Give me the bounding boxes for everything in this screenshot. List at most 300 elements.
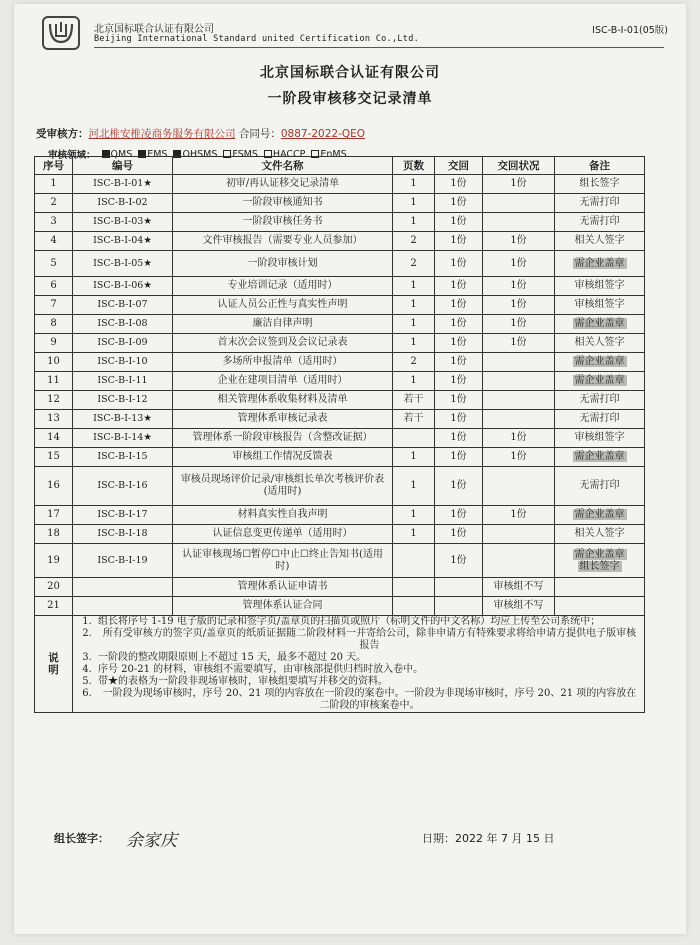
row-number-text: 9 (50, 337, 57, 348)
sign-date: 日期：2022 年 7 月 15 日 (422, 832, 555, 845)
row-file-name (173, 448, 393, 467)
note-text: 组长将序号 1-19 电子版的记录和签字页/盖章页的扫描页或照片（标明文件的中文名称）均应上传至公司系统中； (98, 616, 601, 627)
row-remark-text: 需企业盖章 (574, 318, 625, 329)
row-returned-text: 1份 (450, 413, 467, 424)
row-code (73, 277, 173, 296)
row-return-status (483, 525, 555, 544)
row-code-text: ISC-B-I-11 (97, 375, 148, 386)
row-code (73, 467, 173, 506)
table-row (35, 334, 645, 353)
row-code (73, 429, 173, 448)
letterhead (42, 14, 672, 54)
row-file-name (173, 467, 393, 506)
row-code (73, 410, 173, 429)
row-number-text: 18 (47, 528, 60, 539)
row-pages (393, 277, 435, 296)
row-code-text: ISC-B-I-04★ (93, 235, 152, 246)
row-remark-text: 组长签字 (579, 178, 620, 189)
row-code (73, 194, 173, 213)
row-returned (435, 429, 483, 448)
row-remark-text: 需企业盖章 (574, 548, 625, 560)
row-file-name (173, 525, 393, 544)
row-number (35, 410, 73, 429)
row-returned-text: 1份 (450, 554, 467, 566)
row-returned (435, 296, 483, 315)
row-file-name (173, 194, 393, 213)
row-pages (393, 213, 435, 232)
row-number (35, 194, 73, 213)
col-header: 编号 (73, 157, 173, 175)
row-remark (555, 296, 645, 315)
row-returned-text: 1份 (450, 356, 467, 367)
row-pages-text: 1 (410, 178, 417, 189)
row-remark (555, 175, 645, 194)
row-file-name-text: 管理体系一阶段审核报告（含整改证据） (192, 432, 373, 443)
row-number (35, 372, 73, 391)
row-returned (435, 194, 483, 213)
row-returned (435, 232, 483, 251)
row-return-status-text: 1份 (510, 299, 527, 310)
row-returned-text: 1份 (450, 509, 467, 520)
table-row (35, 410, 645, 429)
row-returned-text: 1份 (450, 235, 467, 246)
table-row (35, 175, 645, 194)
row-returned-text: 1份 (450, 480, 467, 491)
leader-signature: 余家庆 (126, 831, 177, 851)
row-code (73, 578, 173, 597)
row-file-name (173, 410, 393, 429)
row-remark (555, 467, 645, 506)
row-number (35, 506, 73, 525)
row-file-name (173, 372, 393, 391)
table-row (35, 544, 645, 578)
row-remark-text: 需企业盖章 (574, 451, 625, 462)
table-row (35, 213, 645, 232)
row-remark-text: 需企业盖章 (574, 257, 625, 269)
row-returned-text: 1份 (450, 451, 467, 462)
row-number-text: 13 (47, 413, 60, 424)
row-file-name-text: 一阶段审核任务书 (242, 216, 323, 227)
contract-label: 合同号： (238, 128, 281, 140)
row-pages-text: 1 (410, 337, 417, 348)
note-item (76, 664, 641, 676)
row-return-status-text: 1份 (510, 318, 527, 329)
row-number-text: 19 (47, 554, 60, 566)
row-pages (393, 448, 435, 467)
table-row (35, 232, 645, 251)
row-return-status (483, 391, 555, 410)
client-name: 河北椎安椎凌商务服务有限公司 (88, 128, 236, 140)
row-return-status-text: 审核组不写 (493, 600, 544, 611)
row-remark-text: 审核组签字 (574, 432, 625, 443)
row-remark (555, 506, 645, 525)
row-returned-text: 1份 (450, 318, 467, 329)
row-returned (435, 410, 483, 429)
row-pages-text: 1 (410, 318, 417, 329)
row-code-text: ISC-B-I-08 (97, 318, 148, 329)
row-pages (393, 410, 435, 429)
row-returned-text: 1份 (450, 178, 467, 189)
row-return-status (483, 506, 555, 525)
row-code-text: ISC-B-I-07 (97, 299, 148, 310)
row-returned-text: 1份 (450, 197, 467, 208)
row-pages-text: 1 (410, 451, 417, 462)
row-file-name-text: 认证审核现场☐暂停☐中止☐终止告知书(适用时) (182, 548, 383, 572)
row-returned (435, 277, 483, 296)
table-row (35, 429, 645, 448)
row-remark (555, 213, 645, 232)
row-pages-text: 2 (410, 257, 417, 269)
letterhead-company-en: Beijing International Standard united Certification Co.,Ltd. (94, 34, 420, 44)
row-returned-text: 1份 (450, 337, 467, 348)
row-remark (555, 578, 645, 597)
row-code (73, 315, 173, 334)
row-remark (555, 315, 645, 334)
row-number-text: 16 (47, 480, 60, 491)
row-file-name (173, 353, 393, 372)
row-number (35, 448, 73, 467)
domain-option-label: EMS (147, 148, 168, 160)
row-file-name-text: 一阶段审核通知书 (242, 197, 323, 208)
row-return-status (483, 353, 555, 372)
row-returned-text: 1份 (450, 257, 467, 269)
row-number (35, 525, 73, 544)
note-text: 一阶段的整改期限原则上不超过 15 天，最多不超过 20 天。 (98, 652, 367, 663)
row-number (35, 334, 73, 353)
row-pages (393, 391, 435, 410)
row-return-status (483, 277, 555, 296)
row-remark-text: 需企业盖章 (574, 509, 625, 520)
note-text: 序号 20-21 的材料，审核组不需要填写，由审核部提供归档时放入卷中。 (98, 664, 424, 675)
row-return-status-text: 1份 (510, 451, 527, 462)
row-returned (435, 506, 483, 525)
row-number-text: 12 (47, 394, 60, 405)
row-remark-text: 需企业盖章 (574, 375, 625, 386)
row-remark-text: 审核组签字 (574, 299, 625, 310)
row-file-name (173, 578, 393, 597)
title-form: 一阶段审核移交记录清单 (267, 91, 433, 107)
row-pages-text: 1 (410, 375, 417, 386)
row-pages (393, 194, 435, 213)
row-remark-text: 无需打印 (579, 413, 620, 424)
table-row (35, 277, 645, 296)
row-number-text: 2 (50, 197, 57, 208)
row-remark-text: 无需打印 (579, 197, 620, 208)
row-file-name-text: 多场所申报清单（适用时） (222, 356, 343, 367)
row-returned (435, 391, 483, 410)
row-file-name-text: 材料真实性自我声明 (237, 509, 328, 520)
row-file-name (173, 544, 393, 578)
row-number-text: 8 (50, 318, 57, 329)
row-number-text: 10 (47, 356, 60, 367)
row-returned-text: 1份 (450, 299, 467, 310)
row-code (73, 391, 173, 410)
row-remark (555, 372, 645, 391)
row-returned-text: 1份 (450, 216, 467, 227)
row-remark (555, 277, 645, 296)
domain-option-label: OHSMS (182, 148, 218, 160)
row-pages-text: 1 (410, 197, 417, 208)
table-row (35, 315, 645, 334)
letterhead-company-cn: 北京国标联合认证有限公司 (94, 24, 214, 35)
table-row (35, 372, 645, 391)
row-pages-text: 1 (410, 480, 417, 491)
row-file-name (173, 315, 393, 334)
col-header: 备注 (555, 157, 645, 175)
row-code-text: ISC-B-I-03★ (93, 216, 152, 227)
table-row (35, 578, 645, 597)
table-row (35, 296, 645, 315)
row-number (35, 429, 73, 448)
note-item (76, 688, 641, 712)
domain-option-label: FSMS (232, 148, 258, 160)
row-remark (555, 544, 645, 578)
row-remark (555, 448, 645, 467)
table-row (35, 353, 645, 372)
row-return-status (483, 232, 555, 251)
row-returned (435, 175, 483, 194)
company-logo (42, 16, 80, 50)
row-file-name-text: 相关管理体系收集材料及清单 (217, 394, 348, 405)
row-remark (555, 525, 645, 544)
row-remark (555, 334, 645, 353)
logo-mark-icon (46, 20, 76, 46)
row-return-status (483, 467, 555, 506)
row-returned-text: 1份 (450, 280, 467, 291)
row-number-text: 21 (47, 600, 60, 611)
table-header-row (35, 157, 645, 175)
row-file-name-text: 管理体系审核记录表 (237, 413, 328, 424)
notes-label-text: 说 明 (48, 652, 59, 676)
row-number (35, 597, 73, 616)
contract-number: 0887-2022-QEO (280, 128, 366, 140)
row-return-status (483, 213, 555, 232)
row-pages-text: 若干 (403, 413, 424, 424)
row-pages-text: 2 (410, 235, 417, 246)
table-row (35, 194, 645, 213)
row-code-text: ISC-B-I-14★ (93, 432, 152, 443)
document-code: ISC-B-I-01(05版) (592, 25, 668, 36)
handover-table (34, 156, 645, 713)
row-code-text: ISC-B-I-19 (97, 554, 148, 566)
row-returned (435, 213, 483, 232)
row-file-name (173, 391, 393, 410)
note-item (76, 652, 641, 664)
row-remark (555, 251, 645, 277)
leader-signature-label: 组长签字： (54, 832, 109, 845)
row-code (73, 525, 173, 544)
note-text: 带★的表格为一阶段非现场审核时，审核组要填写并移交的资料。 (98, 676, 388, 687)
row-file-name-text: 企业在建项目清单（适用时） (217, 375, 348, 386)
row-returned (435, 448, 483, 467)
row-code (73, 251, 173, 277)
row-return-status-text: 1份 (510, 235, 527, 246)
row-code (73, 597, 173, 616)
row-returned (435, 315, 483, 334)
note-number: 6. (82, 688, 92, 699)
row-remark-text: 审核组签字 (574, 280, 625, 291)
row-file-name-text: 审核组工作情况反馈表 (232, 451, 333, 462)
row-number (35, 315, 73, 334)
row-pages (393, 578, 435, 597)
row-pages-text: 1 (410, 509, 417, 520)
row-file-name (173, 597, 393, 616)
row-file-name (173, 213, 393, 232)
row-file-name-text: 管理体系认证申请书 (237, 581, 328, 592)
row-number (35, 213, 73, 232)
row-return-status (483, 334, 555, 353)
client-label: 受审核方： (36, 128, 89, 140)
note-number: 5. (82, 676, 92, 687)
row-remark-text: 需企业盖章 (574, 356, 625, 367)
note-text: 所有受审核方的签字页/盖章页的纸质证据随二阶段材料一并寄给公司，除非申请方有特殊要求将给申请方提供电子版审核报告 (102, 628, 637, 651)
row-return-status-text: 1份 (510, 178, 527, 189)
row-returned (435, 251, 483, 277)
row-return-status-text: 1份 (510, 337, 527, 348)
row-remark-text: 无需打印 (579, 480, 620, 491)
row-code-text: ISC-B-I-02 (97, 197, 148, 208)
row-number (35, 467, 73, 506)
row-code (73, 544, 173, 578)
row-pages (393, 429, 435, 448)
table-row (35, 448, 645, 467)
row-file-name (173, 175, 393, 194)
row-pages (393, 467, 435, 506)
row-return-status (483, 544, 555, 578)
row-file-name (173, 277, 393, 296)
row-number-text: 11 (47, 375, 60, 386)
row-remark-text: 相关人签字 (574, 528, 625, 539)
note-number: 4. (82, 664, 92, 675)
row-pages-text: 1 (410, 216, 417, 227)
row-return-status (483, 578, 555, 597)
row-remark (555, 597, 645, 616)
note-number: 2. (82, 628, 92, 639)
letterhead-rule (94, 47, 664, 48)
row-code-text: ISC-B-I-01★ (93, 178, 152, 189)
note-item (76, 676, 641, 688)
domain-label: 审核领域： (48, 150, 96, 161)
row-code (73, 334, 173, 353)
row-number-text: 14 (47, 432, 60, 443)
row-return-status (483, 194, 555, 213)
row-returned (435, 334, 483, 353)
row-pages-text: 1 (410, 528, 417, 539)
row-returned (435, 372, 483, 391)
row-returned (435, 597, 483, 616)
row-return-status (483, 448, 555, 467)
row-returned-text: 1份 (450, 375, 467, 386)
row-pages (393, 315, 435, 334)
row-remark-text: 无需打印 (579, 216, 620, 227)
row-number-text: 1 (50, 178, 57, 189)
col-header: 序号 (35, 157, 73, 175)
row-returned-text: 1份 (450, 432, 467, 443)
row-file-name-text: 初审/再认证移交记录清单 (225, 178, 340, 189)
row-code (73, 506, 173, 525)
col-header: 交回状况 (483, 157, 555, 175)
row-returned-text: 1份 (450, 528, 467, 539)
document-sheet (14, 4, 686, 934)
row-number (35, 251, 73, 277)
row-code (73, 372, 173, 391)
domain-option-label: EnMS (320, 148, 347, 160)
row-remark-second: 组长签字 (579, 560, 620, 572)
row-return-status (483, 372, 555, 391)
row-number-text: 7 (50, 299, 57, 310)
row-number (35, 232, 73, 251)
row-file-name (173, 334, 393, 353)
row-return-status (483, 597, 555, 616)
row-number (35, 296, 73, 315)
row-remark (555, 232, 645, 251)
row-return-status (483, 410, 555, 429)
row-code-text: ISC-B-I-10 (97, 356, 148, 367)
row-number-text: 20 (47, 581, 60, 592)
row-file-name-text: 认证信息变更传递单（适用时） (212, 528, 353, 539)
col-header: 文件名称 (173, 157, 393, 175)
notes-list (73, 616, 645, 713)
note-number: 3. (82, 652, 92, 663)
row-pages (393, 353, 435, 372)
row-code-text: ISC-B-I-15 (97, 451, 148, 462)
row-return-status (483, 175, 555, 194)
row-number (35, 175, 73, 194)
row-code-text: ISC-B-I-09 (97, 337, 148, 348)
row-number (35, 391, 73, 410)
client-line (36, 126, 365, 141)
row-file-name (173, 296, 393, 315)
row-number-text: 5 (50, 257, 57, 269)
row-returned-text: 1份 (450, 394, 467, 405)
row-code-text: ISC-B-I-06★ (93, 280, 152, 291)
row-return-status (483, 315, 555, 334)
domain-option-label: HACCP (272, 148, 306, 160)
row-number (35, 353, 73, 372)
title-company: 北京国标联合认证有限公司 (260, 65, 440, 81)
row-code-text: ISC-B-I-16 (97, 480, 148, 491)
row-number (35, 578, 73, 597)
row-pages (393, 296, 435, 315)
row-code-text: ISC-B-I-05★ (93, 257, 152, 269)
table-row (35, 391, 645, 410)
table-row (35, 467, 645, 506)
row-number-text: 17 (47, 509, 60, 520)
row-number (35, 544, 73, 578)
row-file-name (173, 232, 393, 251)
row-code-text: ISC-B-I-12 (97, 394, 148, 405)
row-pages-text: 1 (410, 280, 417, 291)
note-item (76, 616, 641, 628)
row-return-status-text: 审核组不写 (493, 581, 544, 592)
row-pages (393, 597, 435, 616)
note-number: 1. (82, 616, 92, 627)
row-remark-text: 无需打印 (579, 394, 620, 405)
row-return-status (483, 296, 555, 315)
row-pages (393, 372, 435, 391)
row-pages-text: 1 (410, 299, 417, 310)
row-pages (393, 334, 435, 353)
row-pages (393, 175, 435, 194)
col-header: 页数 (393, 157, 435, 175)
row-number-text: 3 (50, 216, 57, 227)
row-number (35, 277, 73, 296)
row-returned (435, 544, 483, 578)
row-file-name-text: 专业培训记录（适用时） (227, 280, 338, 291)
row-code (73, 448, 173, 467)
row-code (73, 353, 173, 372)
row-code (73, 296, 173, 315)
